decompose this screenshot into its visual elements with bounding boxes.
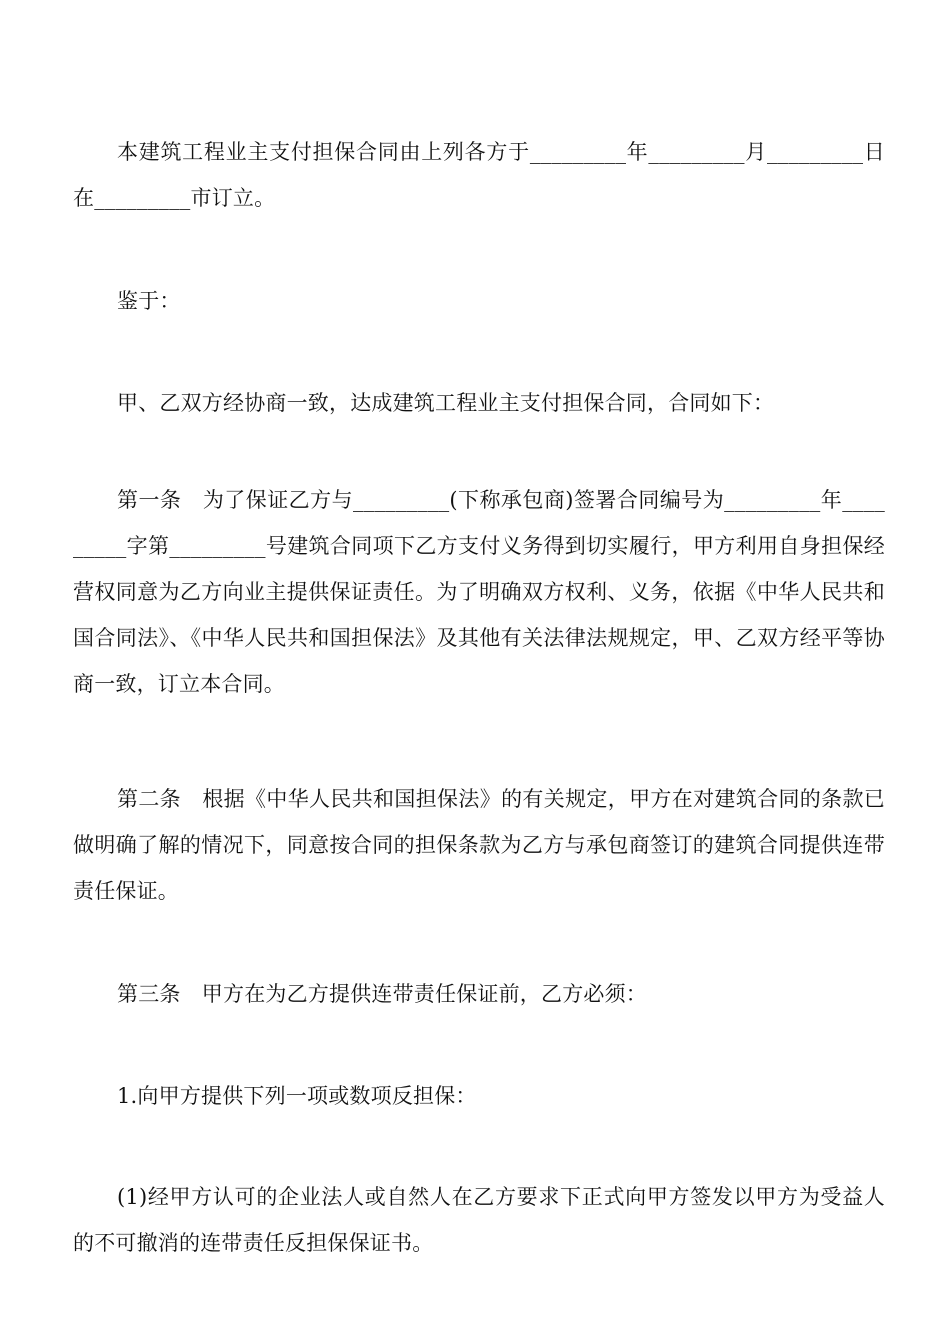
paragraph-signing-info: 本建筑工程业主支付担保合同由上列各方于_________年_________月_________日在_________市订立。 (73, 140, 885, 210)
paragraph-agreement-intro: 甲、乙双方经协商一致，达成建筑工程业主支付担保合同，合同如下： (117, 391, 775, 415)
paragraph-item-1-1: (1)经甲方认可的企业法人或自然人在乙方要求下正式向甲方签发以甲方为受益人的不可撤消的连带责任反担保保证书。 (73, 1185, 885, 1255)
paragraph-item-1: 1.向甲方提供下列一项或数项反担保： (117, 1084, 477, 1108)
paragraph-article-2: 第二条 根据《中华人民共和国担保法》的有关规定，甲方在对建筑合同的条款已做明确了解的情况下，同意按合同的担保条款为乙方与承包商签订的建筑合同提供连带责任保证。 (73, 787, 885, 903)
paragraph-whereas: 鉴于： (117, 289, 181, 313)
paragraph-article-3: 第三条 甲方在为乙方提供连带责任保证前，乙方必须： (117, 982, 647, 1006)
paragraph-article-1: 第一条 为了保证乙方与_________(下称承包商)签署合同编号为_________年_________字第_________号建筑合同项下乙方支付义务得到切实履行，甲方利用自身担保经营权同意为乙方向业主提供保证责任。为了明确双方权利、义务，依据《中华人民共和国合同法》、《中华人民共和国担保法》及其他有关法律法规规定，甲、乙双方经平等协商一致，订立本合同。 (73, 488, 885, 696)
